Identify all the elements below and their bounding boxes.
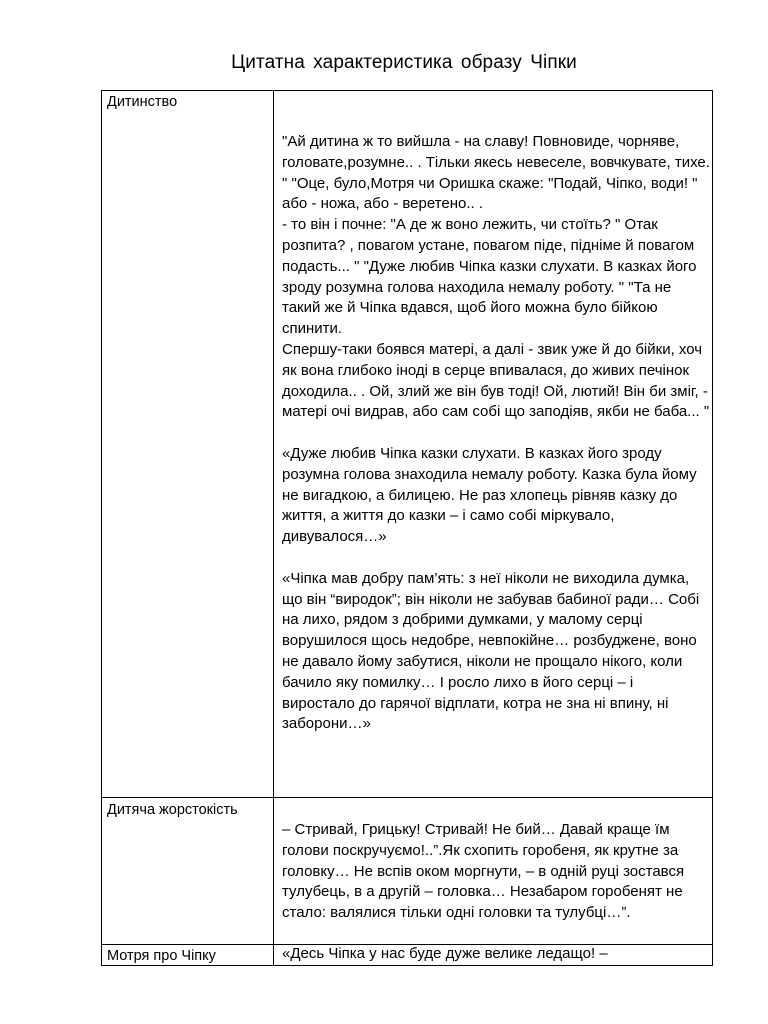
row-divider bbox=[101, 797, 713, 798]
quote-paragraph: «Дуже любив Чіпка казки слухати. В казках його зроду розумна голова знаходила немалу роботу. Казка була йому не вигадкою, а билицею. Не раз хлопець рівняв казку до життя, а життя до казки – і само собі міркувало, дивувалося…» bbox=[282, 444, 697, 546]
quote-paragraph: «Чіпка мав добру пам’ять: з неї ніколи не виходила думка, що він “виродок”; він ніколи не забував бабиної ради… Собі на лихо, рядом з добрими думками, у малому серці ворушилося щось недобре, невпокійне… розбуджене, воно не давало йому забутися, ніколи не прощало нікого, коли бачило яку помилку… І росло лихо в його серці – і виростало до гарячої відплати, котра не зна ні впину, ні заборони…» bbox=[282, 569, 700, 733]
quote-paragraph: - то він і почне: "А де ж воно лежить, чи стоїть? " Отак розпита? , повагом устане, повагом піде, підніме й повагом подасть... " "Дуже любив Чіпка казки слухати. В казках його зроду розумна голова находила немалу роботу. " "Та не такий же й Чіпка вдався, щоб його можна було бійкою спинити. bbox=[282, 216, 697, 338]
quote-paragraph: Спершу-таки боявся матері, а далі - звик уже й до бійки, хоч як вона глибоко іноді в серце впивалася, до живих печінок доходила.. . Ой, злий же він був тоді! Ой, лютий! Він би зміг, - матері очі видрав, або сам собі що заподіяв, якби не баба... " bbox=[282, 340, 710, 421]
row-label-motria-about-chipka: Мотря про Чіпку bbox=[107, 948, 216, 964]
quote-paragraph: – Стривай, Грицьку! Стривай! Не бий… Давай краще їм голови поскручуємо!..”.Як схопить горобеня, як крутне за головку… Не вспів оком моргнути, – в одній руці зостався тулубець, в а другій – головка… Незабаром горобенят не стало: валялися тільки одні головки та тулубці…”. bbox=[282, 821, 685, 922]
row-label-child-cruelty: Дитяча жорстокість bbox=[107, 802, 238, 818]
quote-paragraph: "Ай дитина ж то вийшла - на славу! Повновиде, чорняве, головате,розумне.. . Тільки якесь невеселе, вовчкувате, тихе. " "Оце, було,Мотря чи Оришка скаже: "Подай, Чіпко, води! " або - ножа, або - веретено.. . bbox=[282, 133, 710, 213]
row-quotes-childhood bbox=[282, 132, 710, 735]
quote-paragraph: «Десь Чіпка у нас буде дуже велике ледащо! – bbox=[282, 945, 608, 962]
column-divider bbox=[273, 90, 274, 966]
row-quotes-motria bbox=[282, 944, 710, 965]
row-label-childhood: Дитинство bbox=[107, 94, 178, 110]
page-title: Цитатна характеристика образу Чіпки bbox=[231, 52, 577, 73]
row-quotes-child-cruelty bbox=[282, 820, 710, 924]
